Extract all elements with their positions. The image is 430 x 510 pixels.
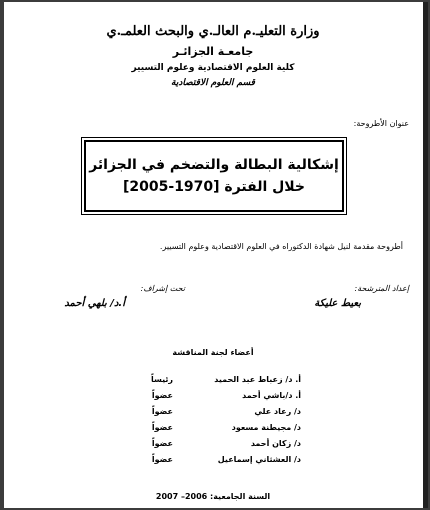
committee-member-role: عضواً: [151, 391, 173, 400]
department-heading: قسم العلوم الاقتصادية: [171, 78, 255, 88]
committee-member-name: د/ زكان أحمد: [250, 439, 301, 448]
committee-member-name: د/ العشثاني إسماعيل: [217, 455, 301, 464]
committee-member-role: عضواً: [151, 455, 173, 464]
thesis-title-line1: إشكالية البطالة والتضخم في الجزائر: [89, 157, 339, 173]
supervisor-name: أ.د/ بلهي أحمد: [64, 298, 125, 309]
committee-member-role: عضواً: [151, 407, 173, 416]
thesis-title-label: عنوان الأطروحة:: [353, 119, 409, 128]
committee-member-name: د/ مجيطنة مسعود: [231, 423, 301, 432]
thesis-title-box: [84, 140, 344, 212]
candidate-name: بعيط عليكة: [314, 298, 361, 309]
academic-year: السنة الجامعية: 2006– 2007: [155, 492, 271, 501]
committee-member-name: أ. د/باشي أحمد: [242, 391, 301, 400]
thesis-description: أطروحة مقدمة لنيل شهادة الدكتوراه في العلوم الاقتصادية وعلوم التسيير.: [159, 242, 403, 251]
committee-title: أعضاء لجنة المناقشة: [172, 348, 254, 357]
committee-member-role: رئيساً: [150, 375, 173, 384]
committee-member-name: د/ رعاد علي: [254, 407, 301, 416]
committee-member-role: عضواً: [151, 423, 173, 432]
faculty-heading: كلية العلوم الاقتصادية وعلوم التسيير: [131, 63, 295, 73]
ministry-heading: وزارة التعليـ.م العالـ.ي والبحث العلمـ.ي: [106, 24, 320, 39]
thesis-title-line2: خلال الفترة [1970-2005]: [123, 179, 305, 195]
document-page: [4, 2, 428, 508]
committee-member-name: أ. د/ زعباط عبد الحميد: [214, 375, 301, 384]
committee-member-role: عضواً: [151, 439, 173, 448]
candidate-label: إعداد المترشحة:: [354, 284, 409, 293]
university-heading: جامعـة الجزائـر: [172, 45, 254, 58]
supervisor-label: تحت إشراف:: [140, 284, 185, 293]
